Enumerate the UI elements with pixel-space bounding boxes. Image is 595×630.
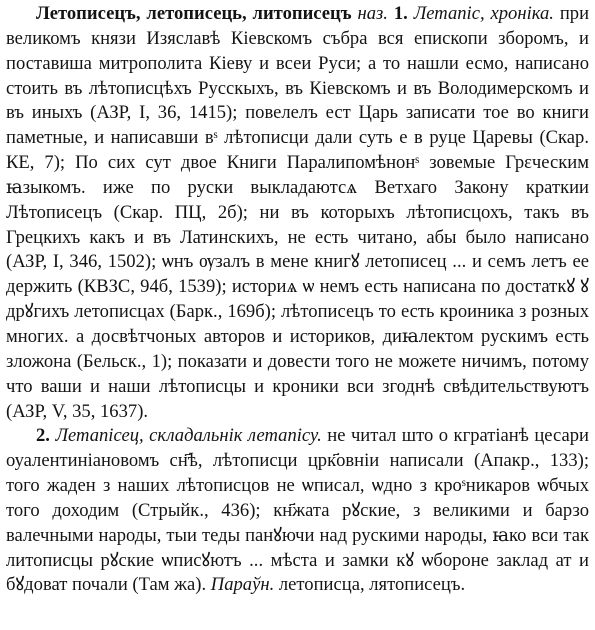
entry-headword: Летописецъ, летописець, литописецъ: [36, 3, 352, 24]
compare-label: Параўн.: [210, 574, 275, 596]
sense-number-1: 1.: [393, 3, 408, 24]
sense-citations-2: не читал што о кгратіанѣ цесари оуалентиніановомъ сн҃ѣ, лѣтописци црк҃овніи написали (Апакр., 133); того жаден з наших лѣтописцов не ѡписал, ѡдно з кроˢникаров ѡбчых того доходим (Стрыйк., 436); кн҃жата рꙋские, з великими и барзо валечными народы, тыи теды панꙋючи над рускими народы, ꙗко вси так литописцы рꙋские ѡписꙋютъ ... мѣста и замки кꙋ ѡбороне заклад ат и бꙋдоват почали (Там жа).: [6, 425, 589, 596]
sense-citations-1: при великомъ князи Изяславѣ Кіевскомъ събра вся епископи зборомъ, и поставиша митрополита Кіеву и всеи Руси; а то нашли есмо, написано стоить въ лѣтописцѣхъ Русскыхъ, въ Кіевскомъ и въ Володимерскомъ и въ иныхъ (АЗР, I, 36, 1415); повелелъ ест Царь записати тое во книги паметные, и написавши вˢ лѣтописци дали суть е в руце Царевы (Скар. КЕ, 7); По сих сут двое Книги Паралипомѣнонˢ зовемые Грεческим ꙗзыкомъ. иже по руски выкладаютсѧ Ветхаго Закону краткии Лѣтописецъ (Скар. ПЦ, 2б); ни въ которыхъ лѣтописцохъ, такъ въ Грецкихъ какъ и въ Латинскихъ, не есть читано, абы было написано (АЗР, I, 346, 1502); ѡнъ ѹзалъ в мене книгꙋ летописец ... и семъ летъ ее держить (КВЗС, 94б, 1539); историѧ ѡ немъ есть написана по достаткꙋ ꙋ дрꙋгихъ летописцах (Барк., 169б); лѣтописецъ то есть кроиника з розных многих. а досвѣтчоных авторов и историков, диꙗлектом рускимъ есть зложона (Бельск., 1); показати и довести того не можете ничимъ, потому что ваши и наши лѣтописцы и кроники вси згоднѣ свѣдительствуютъ (АЗР, V, 35, 1637).: [6, 3, 590, 422]
sense-gloss-1: Летапіс, хроніка.: [413, 3, 554, 24]
entry-sense-1: [6, 2, 589, 424]
entry-sense-2: [6, 424, 589, 598]
compare-variants: летописца, лятописецъ.: [278, 574, 466, 596]
part-of-speech: наз.: [357, 3, 388, 24]
sense-number-2: 2.: [36, 425, 50, 447]
sense-gloss-2: Летапісец, складальнік летапісу.: [55, 425, 322, 447]
